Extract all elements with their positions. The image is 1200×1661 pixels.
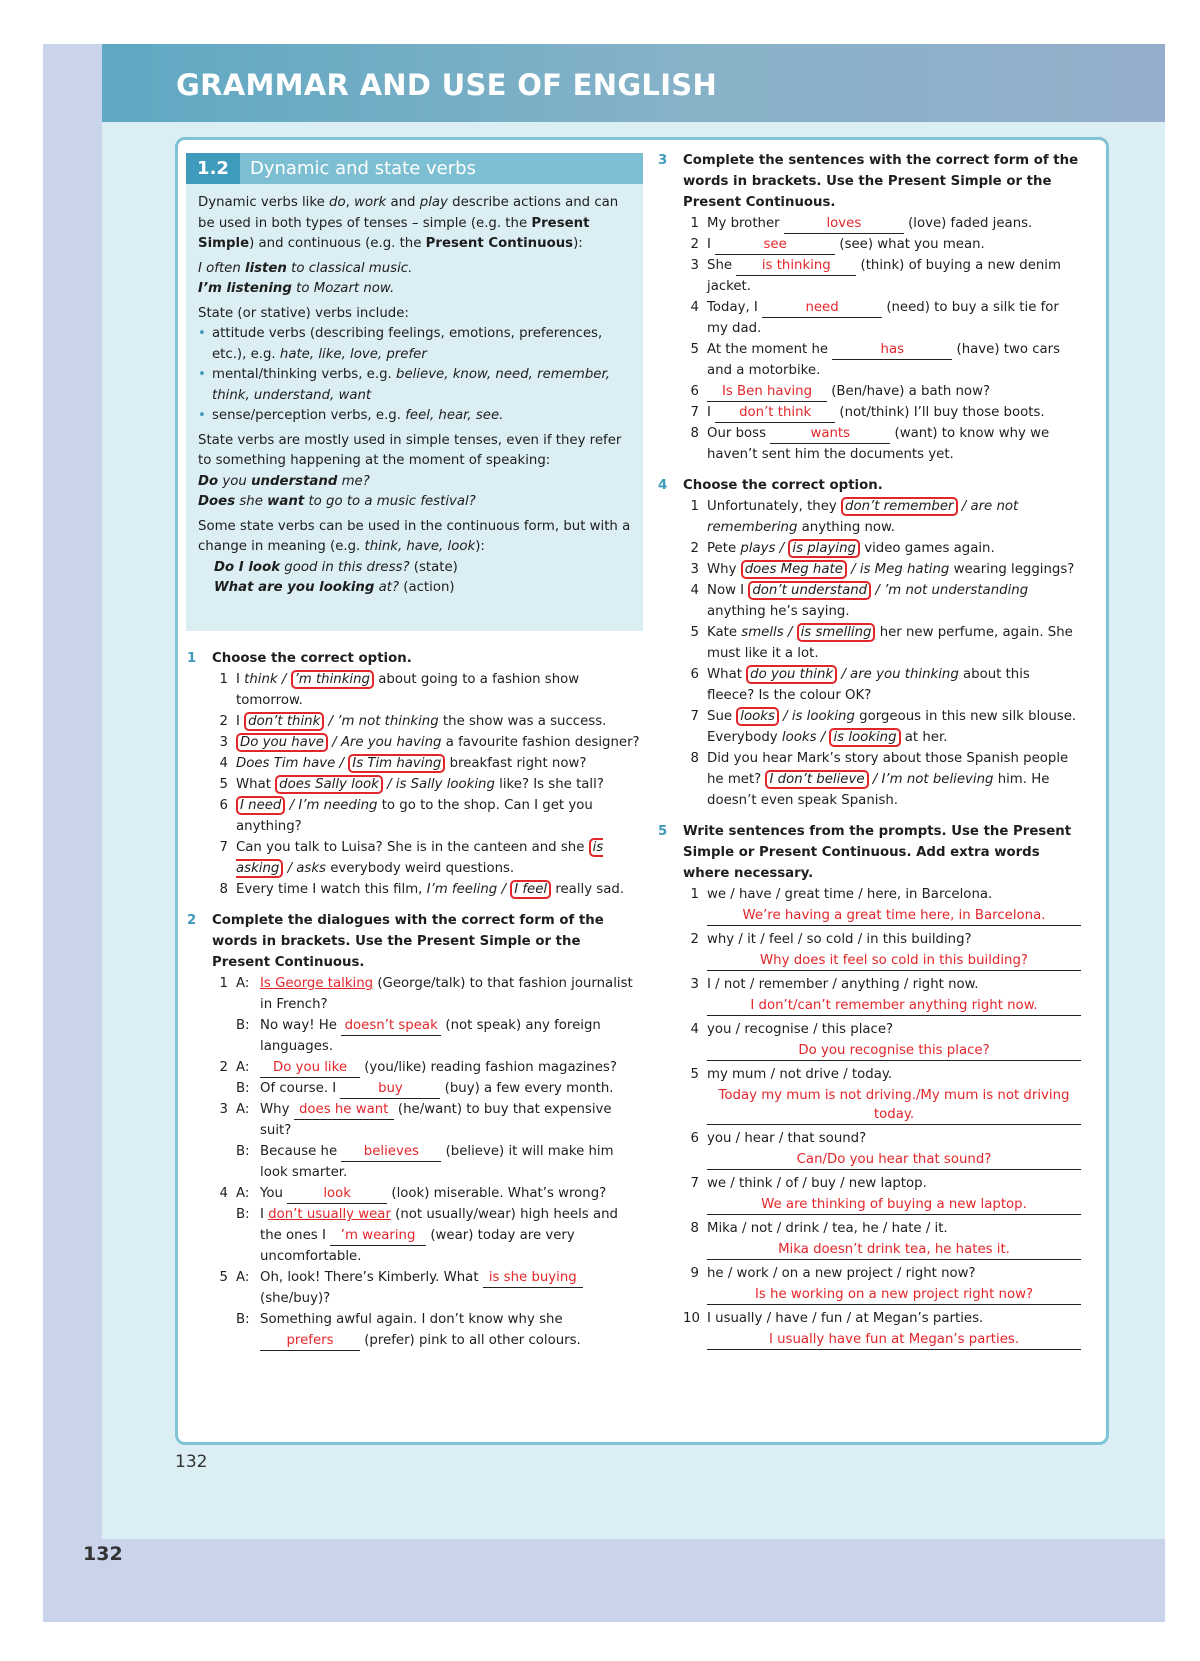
list-item: 5 A: Oh, look! There’s Kimberly. What is she buying (she/buy)? B: Something awful again. I don’t know why she prefers (prefer) pink to all other colours. [212, 1267, 642, 1351]
grammar-box-number: 1.2 [186, 153, 240, 184]
left-column [187, 640, 642, 1351]
answer-line: Do you recognise this place? [707, 1041, 1081, 1061]
grammar-example: I’m listening to Mozart now. [198, 281, 395, 296]
grammar-text: State (or stative) verbs include: [198, 305, 409, 321]
exercise-3-heading: 3 Complete the sentences with the correct form of the words in brackets. Use the Present Simple or the Present Continuous. [658, 153, 1079, 210]
answer-line: I usually have fun at Megan’s parties. [707, 1330, 1081, 1350]
page-title: GRAMMAR AND USE OF ENGLISH [176, 68, 718, 102]
list-item: 6 Is Ben having (Ben/have) a bath now? [683, 381, 1081, 402]
grammar-box [186, 153, 643, 631]
list-item: 8 Did you hear Mark’s story about those Spanish people he met? I don’t believe / I’m not believing him. He doesn’t even speak Spanish. [690, 751, 1069, 808]
list-item: 1 My brother loves (love) faded jeans. [683, 213, 1081, 234]
list-item: 10 I usually / have / fun / at Megan’s parties. I usually have fun at Megan’s parties. [683, 1308, 1081, 1350]
grammar-box-body [198, 193, 631, 599]
list-item: 6 you / hear / that sound? Can/Do you hear that sound? [683, 1128, 1081, 1170]
grammar-example: I often listen to classical music. [198, 260, 413, 276]
page-number: 132 [175, 1452, 208, 1472]
list-item: 4 A: You look (look) miserable. What’s wrong? B: I don’t usually wear (not usually/wear) high heels and the ones I ’m wearing (wear) today are very uncomfortable. [219, 1186, 618, 1264]
list-item: 4 Does Tim have / Is Tim having breakfast right now? [219, 756, 587, 771]
answer-line: Mika doesn’t drink tea, he hates it. [707, 1240, 1081, 1260]
prompt-text: you / hear / that sound? [707, 1131, 867, 1146]
exercise-5-list [683, 884, 1081, 1350]
prompt-text: Mika / not / drink / tea, he / hate / it. [707, 1221, 948, 1236]
prompt-text: he / work / on a new project / right now? [707, 1266, 976, 1281]
answer-line: Is he working on a new project right now? [707, 1285, 1081, 1305]
list-item: 9 he / work / on a new project / right now? Is he working on a new project right now? [683, 1263, 1081, 1305]
grammar-bullet: • attitude verbs (describing feelings, emotions, preferences, etc.), e.g. hate, like, love, prefer [198, 324, 631, 365]
list-item: 5 At the moment he has (have) two cars and a motorbike. [690, 342, 1061, 378]
list-item: 2 A: Do you like (you/like) reading fashion magazines? B: Of course. I buy (buy) a few every month. [212, 1057, 642, 1099]
list-item: 6 What do you think / are you thinking about this fleece? Is the colour OK? [690, 667, 1030, 703]
grammar-box-title: Dynamic and state verbs [250, 158, 476, 179]
list-item: 2 I don’t think / ’m not thinking the show was a success. [219, 714, 607, 729]
list-item: 3 I / not / remember / anything / right now. I don’t/can’t remember anything right now. [683, 974, 1081, 1016]
list-item: 7 Sue looks / is looking gorgeous in this new silk blouse. Everybody looks / is looking at her. [690, 709, 1077, 745]
list-item: 2 why / it / feel / so cold / in this building? Why does it feel so cold in this building? [683, 929, 1081, 971]
prompt-text: we / think / of / buy / new laptop. [707, 1176, 927, 1191]
grammar-example: Does she want to go to a music festival? [198, 494, 476, 509]
list-item: 5 What does Sally look / is Sally looking like? Is she tall? [219, 777, 604, 792]
list-item: 2 I see (see) what you mean. [683, 234, 1081, 255]
prompt-text: we / have / great time / here, in Barcelona. [707, 887, 993, 902]
grammar-example: What are you looking at? (action) [214, 580, 455, 595]
grammar-text: Some state verbs can be used in the continuous form, but with a change in meaning (e.g. think, have, look): [198, 518, 631, 554]
list-item: 7 we / think / of / buy / new laptop. We are thinking of buying a new laptop. [683, 1173, 1081, 1215]
page-number-outer: 132 [83, 1543, 123, 1565]
list-item: 1 A: Is George talking (George/talk) to that fashion journalist in French? B: No way! He doesn’t speak (not speak) any foreign languages. [219, 976, 633, 1054]
list-item: 4 you / recognise / this place? Do you recognise this place? [683, 1019, 1081, 1061]
list-item: 1 we / have / great time / here, in Barcelona. We’re having a great time here, in Barcelona. [683, 884, 1081, 926]
list-item: 3 Do you have / Are you having a favourite fashion designer? [219, 735, 640, 750]
list-item: 8 Every time I watch this film, I’m feeling / I feel really sad. [219, 882, 625, 897]
prompt-text: why / it / feel / so cold / in this building? [707, 932, 972, 947]
list-item: 5 my mum / not drive / today. Today my mum is not driving./My mum is not driving today. [683, 1064, 1081, 1125]
right-column [658, 144, 1081, 1353]
list-item: 2 Pete plays / is playing video games again. [690, 541, 995, 556]
prompt-text: my mum / not drive / today. [707, 1067, 893, 1082]
list-item: 7 I don’t think (not/think) I’ll buy those boots. [683, 402, 1081, 423]
grammar-example: Do I look good in this dress? (state) [214, 559, 458, 575]
grammar-example: Do you understand me? [198, 473, 370, 489]
answer-line: Today my mum is not driving./My mum is not driving today. [707, 1086, 1081, 1125]
prompt-text: I / not / remember / anything / right now. [707, 977, 979, 992]
prompt-text: you / recognise / this place? [707, 1022, 894, 1037]
answer-line: We’re having a great time here, in Barcelona. [707, 906, 1081, 926]
exercise-1-heading: 1 Choose the correct option. [187, 651, 412, 666]
list-item: 3 A: Why does he want (he/want) to buy that expensive suit? B: Because he believes (believe) it will make him look smarter. [219, 1102, 614, 1180]
answer-line: Can/Do you hear that sound? [707, 1150, 1081, 1170]
list-item: 6 I need / I’m needing to go to the shop. Can I get you anything? [219, 798, 593, 834]
list-item: 1 I think / ’m thinking about going to a fashion show tomorrow. [219, 672, 580, 708]
header-banner [102, 44, 1165, 122]
list-item: 4 Today, I need (need) to buy a silk tie for my dad. [690, 300, 1059, 336]
prompt-text: I usually / have / fun / at Megan’s parties. [707, 1311, 984, 1326]
list-item: 3 She is thinking (think) of buying a new denim jacket. [690, 258, 1061, 294]
answer-line: Why does it feel so cold in this building? [707, 951, 1081, 971]
list-item: 4 Now I don’t understand / ’m not understanding anything he’s saying. [690, 583, 1029, 619]
list-item: 3 Why does Meg hate / is Meg hating wearing leggings? [690, 562, 1075, 577]
list-item: 8 Mika / not / drink / tea, he / hate / it. Mika doesn’t drink tea, he hates it. [683, 1218, 1081, 1260]
grammar-box-header [186, 153, 643, 184]
exercise-5-heading: 5 Write sentences from the prompts. Use the Present Simple or Present Continuous. Add extra words where necessary. [658, 824, 1072, 881]
answer-line: I don’t/can’t remember anything right now. [707, 996, 1081, 1016]
list-item: 5 Kate smells / is smelling her new perfume, again. She must like it a lot. [690, 625, 1073, 661]
exercise-4-heading: 4 Choose the correct option. [658, 478, 883, 493]
list-item: 7 Can you talk to Luisa? She is in the canteen and she is asking / asks everybody weird questions. [219, 840, 604, 876]
list-item: 1 Unfortunately, they don’t remember / are not remembering anything now. [690, 499, 1019, 535]
grammar-intro: Dynamic verbs like do, work and play describe actions and can be used in both types of tenses – simple (e.g. the Present Simple) and continuous (e.g. the Present Continuous): [198, 195, 619, 251]
answer-line: We are thinking of buying a new laptop. [707, 1195, 1081, 1215]
list-item: 8 Our boss wants (want) to know why we haven’t sent him the documents yet. [690, 426, 1050, 462]
exercise-2-heading: 2 Complete the dialogues with the correct form of the words in brackets. Use the Present Simple or the Present Continuous. [187, 913, 604, 970]
grammar-bullet: • sense/perception verbs, e.g. feel, hear, see. [198, 406, 631, 427]
grammar-text: State verbs are mostly used in simple tenses, even if they refer to something happening at the moment of speaking: [198, 432, 622, 468]
grammar-bullet: • mental/thinking verbs, e.g. believe, know, need, remember, think, understand, want [198, 365, 631, 406]
